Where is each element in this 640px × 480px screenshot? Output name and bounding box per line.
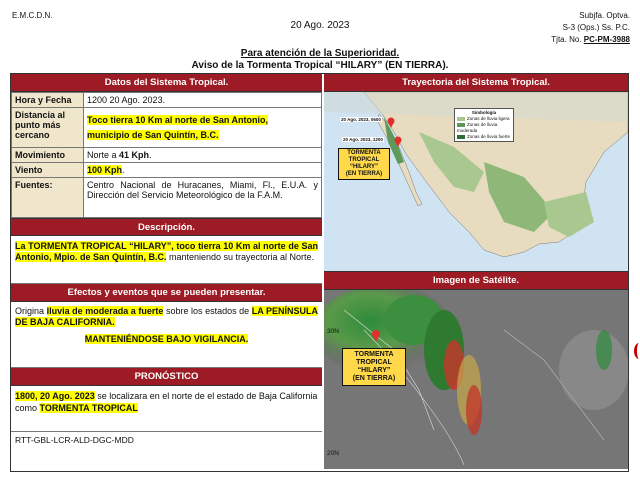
map-storm-label	[338, 148, 390, 180]
satellite-image	[324, 290, 628, 469]
viento-suffix: .	[122, 165, 125, 175]
movimiento-value	[84, 148, 322, 163]
distancia-label: Distancia al punto más cercano	[12, 108, 84, 148]
footer-code: RTT-GBL-LCR-ALD-DGC-MDD	[15, 435, 134, 445]
pin1-date: 20 Ago. 2023, 0600	[341, 117, 381, 122]
header-date: 20 Ago. 2023	[290, 20, 350, 31]
efectos-a: Origina	[15, 306, 47, 316]
lat-30-label: 30N	[327, 328, 339, 335]
viento-unit: Kph	[102, 165, 123, 175]
legend-item-moderate	[457, 122, 511, 134]
legend-swatch-heavy	[457, 135, 465, 139]
efectos-text	[15, 306, 318, 328]
descripcion-rest: manteniendo su trayectoria al Norte	[166, 252, 312, 262]
sat-label-2: TROPICAL	[356, 359, 392, 366]
sat-label-3: “HILARY”	[357, 367, 391, 374]
efectos-vigilancia-row	[15, 334, 318, 345]
legend-title: Simbología	[471, 110, 497, 115]
title-line1: Para atención de la Superioridad.	[240, 48, 400, 59]
legend-text-heavy: Zonas de lluvia fuerte	[467, 134, 511, 139]
title-line2: Aviso de la Tormenta Tropical “HILARY” (EN TIERRA).	[191, 60, 449, 71]
vigilancia-text: MANTENIÉNDOSE BAJO VIGILANCIA.	[84, 334, 249, 344]
report-frame	[10, 73, 629, 472]
viento-value	[84, 163, 322, 178]
descripcion-end: .	[311, 252, 315, 262]
trajectory-map	[324, 92, 628, 272]
datos-heading: Datos del Sistema Tropical.	[11, 74, 322, 92]
ticket-prefix: Tjta. No.	[551, 35, 582, 44]
efectos-peninsula: LA PENÍNSULA DE BAJA CALIFORNIA.	[15, 306, 318, 327]
header-right	[551, 10, 630, 46]
pronostico-body	[11, 386, 322, 432]
fuentes-label: Fuentes:	[12, 178, 84, 218]
hora-label: Hora y Fecha	[12, 93, 84, 108]
efectos-lluvia: lluvia de moderada a fuerte	[46, 306, 164, 316]
legend-text-moderate: Zonas de lluvia moderada	[457, 122, 498, 133]
efectos-body	[11, 302, 322, 368]
movimiento-prefix: Norte a	[87, 150, 120, 160]
document-title	[0, 48, 640, 72]
efectos-heading: Efectos y eventos que se pueden presentar.	[11, 284, 322, 302]
edge-mark	[634, 343, 640, 359]
legend-item-heavy	[457, 134, 511, 140]
header-right-line2: S-3 (Ops.) Ss. P.C.	[562, 23, 630, 32]
lat-20-label: 20N	[327, 450, 339, 457]
header-left: E.M.C.D.N.	[12, 11, 53, 20]
header-right-line1: Subjfa. Optva.	[579, 11, 630, 20]
map-storm-label-2: “HILARY”	[349, 164, 379, 170]
viento-number: 100	[87, 165, 103, 175]
distancia-value	[84, 108, 322, 148]
table-row	[12, 108, 322, 148]
distancia-line1: Toco tierra 10 Km al norte de San Antonio,	[87, 114, 269, 125]
left-column	[11, 74, 322, 470]
trayectoria-heading: Trayectoria del Sistema Tropical.	[324, 74, 628, 92]
movimiento-speed: 41 Kph	[119, 150, 150, 160]
hora-value: 1200 20 Ago. 2023.	[84, 93, 322, 108]
legend-text-light: Zonas de lluvia ligera	[467, 116, 510, 121]
map-legend	[454, 108, 514, 142]
viento-label: Viento	[12, 163, 84, 178]
viento-speed	[87, 165, 122, 175]
sat-label-4: (EN TIERRA)	[352, 375, 396, 382]
sat-label-1: TORMENTA	[354, 351, 394, 358]
right-column	[324, 74, 628, 470]
satelite-heading: Imagen de Satélite.	[324, 272, 628, 290]
pronostico-text: se localizara en el norte de el estado de Baja California como	[15, 391, 318, 413]
descripcion-body	[11, 236, 322, 284]
pronostico-time: 1800, 20 Ago. 2023	[15, 391, 95, 401]
map-storm-label-1: TORMENTA TROPICAL	[347, 150, 381, 163]
legend-swatch-light	[457, 117, 465, 121]
movimiento-suffix: .	[149, 150, 152, 160]
table-row	[12, 93, 322, 108]
distancia-line2: municipio de San Quintín, B.C.	[87, 129, 219, 140]
datos-table	[11, 92, 322, 218]
header-right-line3	[551, 34, 630, 46]
movimiento-label: Movimiento	[12, 148, 84, 163]
table-row	[12, 178, 322, 218]
table-row	[12, 163, 322, 178]
fuentes-value: Centro Nacional de Huracanes, Miami, Fl., E.U.A. y Dirección del Servicio Meteorológico de la F.A.M.	[84, 178, 322, 218]
pronostico-category: TORMENTA TROPICAL	[39, 403, 138, 413]
pronostico-heading: PRONÓSTICO	[11, 368, 322, 386]
table-row	[12, 148, 322, 163]
pin2-date: 20 Ago. 2023, 1200	[343, 137, 383, 142]
map-storm-label-3: (EN TIERRA)	[345, 171, 383, 177]
satellite-storm-label	[342, 348, 406, 386]
legend-swatch-moderate	[457, 123, 465, 127]
ticket-code: PC-PM-3988	[583, 35, 630, 44]
descripcion-heading: Descripción.	[11, 218, 322, 236]
efectos-b: sobre los estados de	[163, 306, 252, 316]
descripcion-highlight: La TORMENTA TROPICAL “HILARY”, toco tierra 10 Km al norte de San Antonio, Mpio. de San Quintín, B.C.	[15, 241, 318, 262]
